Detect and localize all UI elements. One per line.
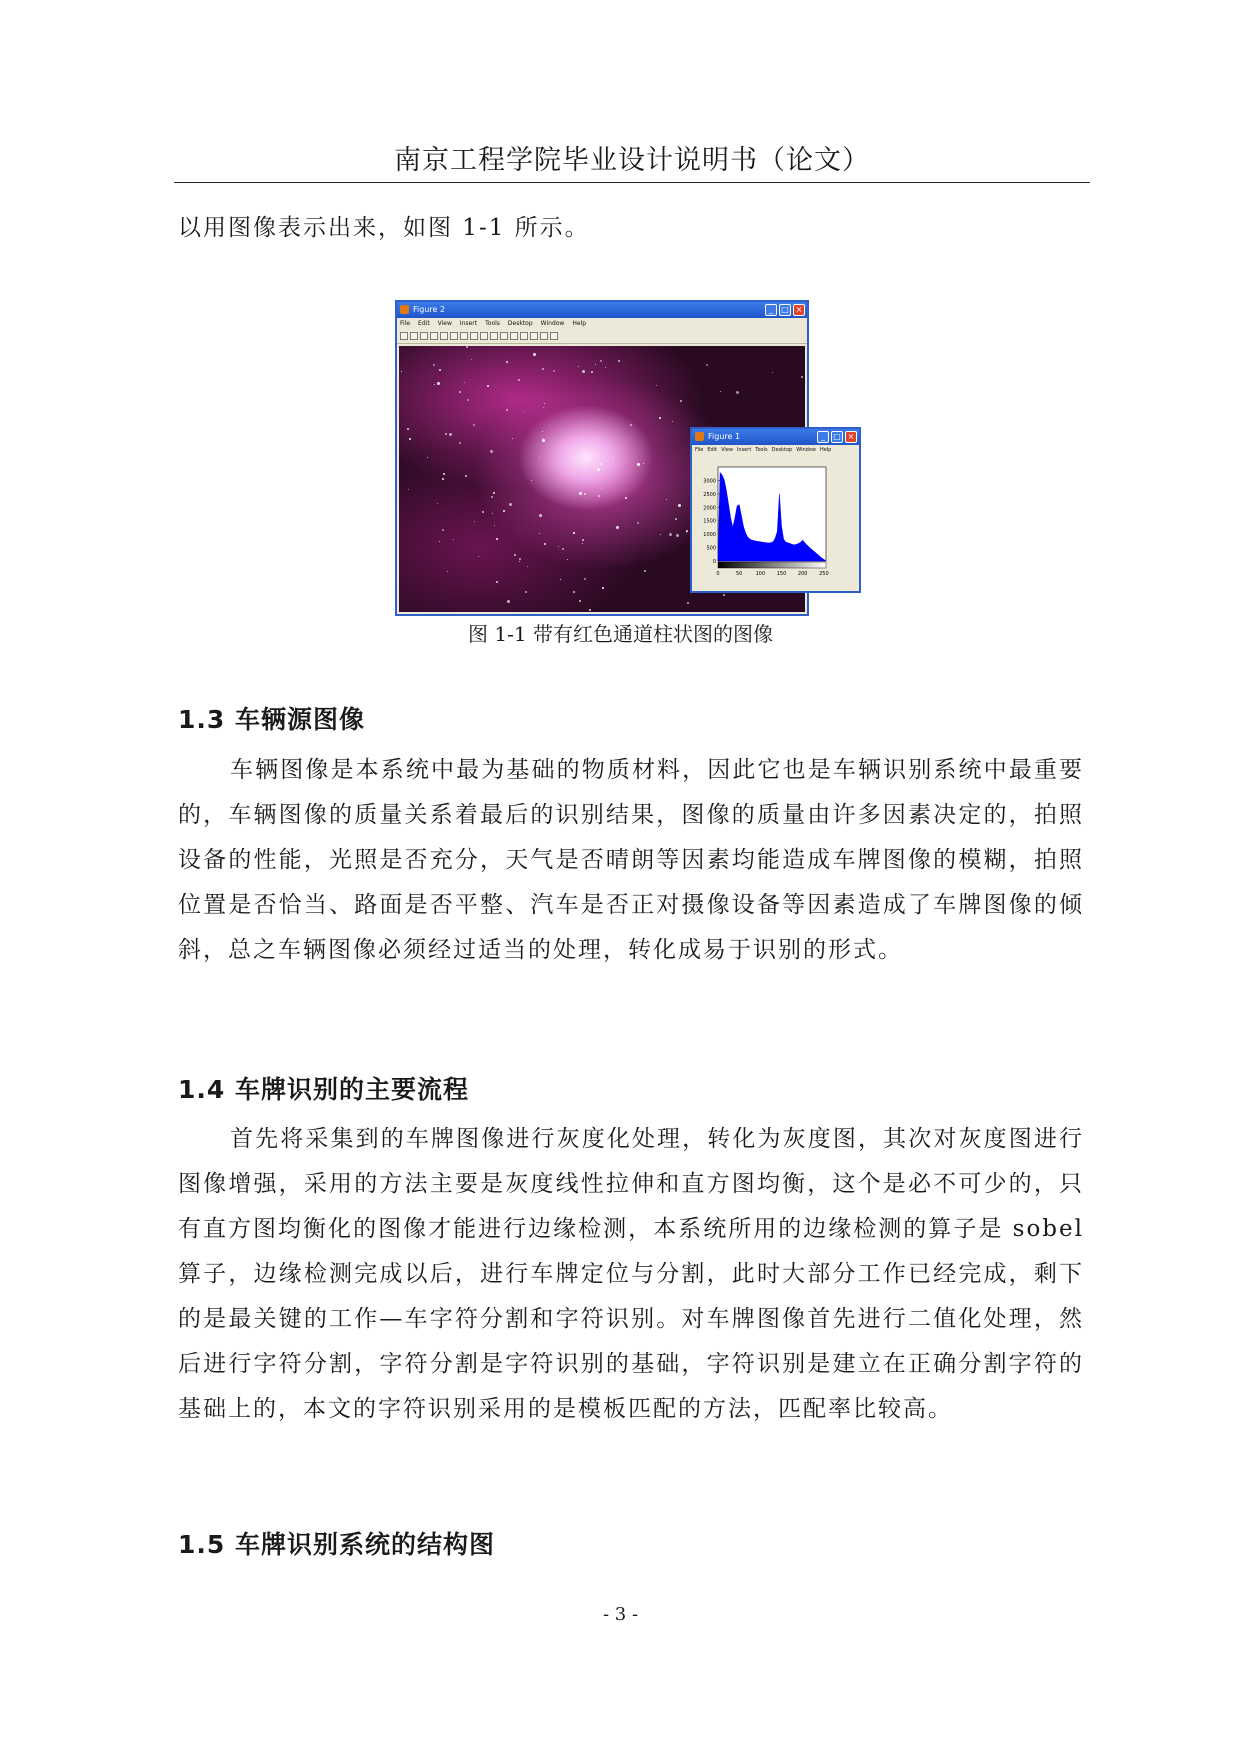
header-rule — [174, 182, 1090, 183]
star — [678, 504, 681, 507]
star — [643, 463, 644, 464]
star — [687, 602, 689, 604]
star — [491, 496, 493, 498]
star — [434, 384, 435, 385]
data-cursor-icon[interactable] — [490, 332, 498, 340]
star — [401, 371, 402, 372]
pointer-icon[interactable] — [440, 332, 448, 340]
star — [562, 548, 564, 550]
page-header: 南京工程学院毕业设计说明书（论文） — [394, 145, 870, 176]
menu-desktop[interactable]: Desktop — [507, 320, 533, 327]
section-1-3-body: 车辆图像是本系统中最为基础的物质材料，因此它也是车辆识别系统中最重要的，车辆图像的质量关系着最后的识别结果，图像的质量由许多因素决定的，拍照设备的性能，光照是否充分，天气是否晴朗等因素均能造成车牌图像的模糊，拍照位置是否恰当、路面是否平整、汽车是否正对摄像设备等因素造成了车牌图像的倾斜，总之车辆图像必须经过适当的处理，转化成易于识别的形式。 — [178, 757, 1084, 963]
star — [449, 433, 452, 436]
star — [567, 559, 568, 560]
star — [584, 578, 586, 580]
grid-icon[interactable] — [540, 332, 548, 340]
star — [506, 361, 508, 363]
star — [464, 382, 465, 383]
menu-tools[interactable]: Tools — [755, 447, 768, 453]
star — [597, 468, 600, 471]
star — [582, 539, 584, 541]
star — [680, 400, 682, 402]
star — [542, 368, 544, 370]
link-icon[interactable] — [510, 332, 518, 340]
colorbar-icon[interactable] — [520, 332, 528, 340]
star — [527, 566, 528, 567]
figure-1-window — [690, 427, 861, 593]
x-tick-label: 150 — [776, 571, 787, 577]
open-icon[interactable] — [410, 332, 418, 340]
section-1-3-heading: 1.3 车辆源图像 — [178, 705, 365, 734]
y-tick-label: 3000 — [703, 478, 716, 485]
star — [656, 385, 657, 386]
star — [573, 591, 575, 593]
section-1-4-body: 首先将采集到的车牌图像进行灰度化处理，转化为灰度图，其次对灰度图进行图像增强，采用的方法主要是灰度线性拉伸和直方图均衡，这个是必不可少的，只有直方图均衡化的图像才能进行边缘检测，本系统所用的边缘检测的算子是 sobel 算子，边缘检测完成以后，进行车牌定位与分割，此时大部分工作已经完成，剩下的是最关键的工作—车字符分割和字符识别。对车牌图像首先进行二值化处理，然后进行字符分割，字符分割是字符识别的基础，字符识别是建立在正确分割字符的基础上的，本文的字符识别采用的是模板匹配的方法，匹配率比较高。 — [178, 1126, 1084, 1422]
star — [584, 493, 586, 495]
star — [600, 360, 602, 362]
y-tick-label: 500 — [706, 545, 716, 552]
zoom-out-icon[interactable] — [460, 332, 468, 340]
star — [582, 543, 583, 544]
close-icon[interactable]: × — [793, 304, 805, 316]
star — [598, 495, 600, 497]
star — [437, 382, 440, 385]
star — [675, 518, 677, 520]
y-tick-label: 2500 — [703, 491, 716, 498]
rotate-icon[interactable] — [480, 332, 488, 340]
star — [506, 409, 508, 411]
star — [578, 366, 579, 367]
menu-edit[interactable]: Edit — [707, 447, 718, 453]
star — [736, 391, 739, 394]
figure-caption: 图 1-1 带有红色通道柱状图的图像 — [468, 622, 773, 646]
maximize-icon[interactable]: □ — [831, 431, 843, 443]
star — [494, 525, 495, 526]
matlab-icon — [400, 305, 409, 314]
star — [514, 554, 516, 556]
x-tick-label: 250 — [819, 571, 829, 577]
star — [582, 370, 585, 373]
star — [453, 539, 454, 540]
star — [706, 364, 708, 366]
menu-help[interactable]: Help — [572, 320, 587, 327]
star — [533, 353, 536, 356]
star — [445, 433, 447, 435]
star — [409, 438, 411, 440]
intro-paragraph: 以用图像表示出来，如图 1-1 所示。 — [178, 215, 590, 241]
menu-view[interactable]: View — [437, 320, 452, 327]
star — [439, 541, 440, 542]
menu-help[interactable]: Help — [819, 447, 832, 453]
star — [471, 359, 472, 360]
star — [589, 609, 591, 611]
star — [437, 503, 438, 504]
star — [442, 478, 444, 480]
brush-icon[interactable] — [500, 332, 508, 340]
star — [490, 450, 493, 453]
y-tick-label: 0 — [712, 559, 716, 565]
star — [519, 558, 521, 560]
menu-tools[interactable]: Tools — [485, 320, 500, 327]
star — [465, 475, 467, 477]
star — [524, 411, 525, 412]
figure-2-toolbar — [397, 329, 807, 344]
menu-window[interactable]: Window — [796, 447, 816, 453]
save-icon[interactable] — [420, 332, 428, 340]
star — [549, 425, 550, 426]
star — [447, 571, 448, 572]
star — [459, 442, 461, 444]
star — [676, 534, 679, 537]
star — [573, 532, 575, 534]
maximize-icon[interactable]: □ — [779, 304, 791, 316]
star — [637, 463, 640, 466]
section-1-4-heading: 1.4 车牌识别的主要流程 — [178, 1075, 469, 1104]
star — [531, 480, 532, 481]
minimize-icon[interactable]: _ — [817, 431, 829, 443]
star — [443, 473, 445, 475]
star — [542, 439, 545, 442]
x-tick-label: 50 — [735, 571, 743, 577]
star — [427, 457, 428, 458]
star — [613, 458, 614, 459]
star — [544, 403, 545, 404]
star — [637, 522, 639, 524]
star — [605, 367, 606, 368]
menu-view[interactable]: View — [721, 447, 733, 453]
figure-1-menubar — [692, 445, 859, 456]
star — [595, 364, 596, 365]
matlab-icon — [695, 432, 704, 441]
menu-file[interactable]: File — [400, 320, 411, 327]
figure-1-title: Figure 1 — [708, 432, 741, 441]
menu-insert[interactable]: Insert — [736, 447, 752, 453]
star — [602, 587, 604, 589]
star — [618, 360, 620, 362]
menu-insert[interactable]: Insert — [459, 320, 478, 327]
star — [433, 364, 435, 366]
menu-edit[interactable]: Edit — [418, 320, 430, 327]
star — [591, 371, 593, 373]
star — [482, 511, 484, 513]
gray-scale-bar — [718, 562, 826, 568]
star — [407, 428, 409, 430]
star — [659, 417, 661, 419]
star — [478, 556, 479, 557]
star — [660, 534, 661, 535]
star — [518, 379, 520, 381]
star — [630, 424, 632, 426]
menu-file[interactable]: File — [695, 447, 704, 453]
star — [560, 579, 561, 580]
star — [473, 424, 475, 426]
star — [543, 407, 544, 408]
star — [553, 370, 555, 372]
star — [408, 489, 409, 490]
x-tick-label: 200 — [797, 571, 808, 577]
star — [558, 546, 559, 547]
figure-1-titlebar — [692, 429, 859, 445]
figure-2-title: Figure 2 — [413, 305, 446, 314]
star — [467, 399, 469, 401]
star — [542, 431, 543, 432]
menu-desktop[interactable]: Desktop — [771, 447, 793, 453]
star — [544, 543, 546, 545]
star — [539, 457, 540, 458]
star — [512, 438, 513, 439]
figure-2-titlebar — [397, 302, 807, 318]
star — [474, 521, 475, 522]
star — [509, 503, 512, 506]
section-1-5-heading: 1.5 车牌识别系统的结构图 — [178, 1530, 495, 1559]
star — [539, 514, 542, 517]
print-icon[interactable] — [430, 332, 438, 340]
new-icon[interactable] — [400, 332, 408, 340]
star — [507, 600, 510, 603]
star — [487, 385, 489, 387]
star — [503, 510, 505, 512]
histogram-plot-area — [694, 459, 857, 589]
star — [496, 581, 498, 583]
x-tick-label: 0 — [716, 571, 720, 577]
legend-icon[interactable] — [530, 332, 538, 340]
menu-window[interactable]: Window — [540, 320, 565, 327]
star — [601, 488, 602, 489]
plot-tools-icon[interactable] — [550, 332, 558, 340]
star — [539, 533, 540, 534]
star — [459, 391, 461, 393]
star — [720, 391, 721, 392]
page-number: - 3 - — [602, 1604, 639, 1625]
star — [625, 497, 627, 499]
star — [492, 513, 493, 514]
y-tick-label: 1500 — [703, 518, 716, 525]
close-icon[interactable]: × — [845, 431, 857, 443]
star — [525, 591, 527, 593]
star — [519, 561, 520, 562]
pan-icon[interactable] — [470, 332, 478, 340]
star — [672, 421, 673, 422]
star — [493, 492, 495, 494]
star — [466, 346, 468, 348]
red-channel-histogram — [694, 459, 857, 589]
star — [600, 463, 602, 465]
star — [772, 372, 773, 373]
star — [616, 526, 619, 529]
star — [579, 600, 581, 602]
x-tick-label: 100 — [755, 571, 766, 577]
zoom-in-icon[interactable] — [450, 332, 458, 340]
minimize-icon[interactable]: _ — [765, 304, 777, 316]
star — [723, 594, 725, 596]
figure-2-menubar — [397, 318, 807, 329]
y-tick-label: 1000 — [703, 532, 716, 539]
star — [439, 369, 441, 371]
star — [666, 499, 667, 500]
star — [644, 570, 646, 572]
y-tick-label: 2000 — [703, 505, 716, 512]
star — [579, 492, 582, 495]
star — [496, 538, 498, 540]
star — [442, 529, 444, 531]
star — [669, 533, 672, 536]
star — [801, 376, 803, 378]
